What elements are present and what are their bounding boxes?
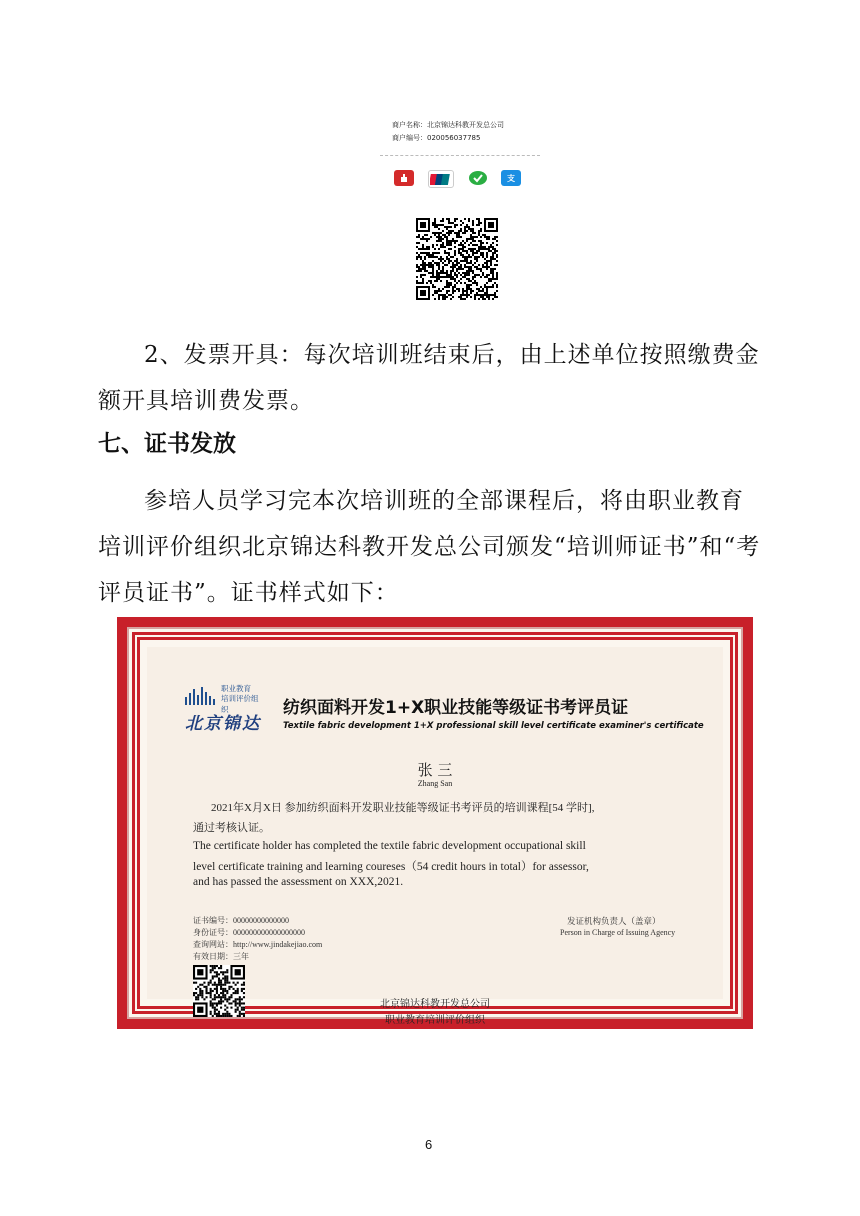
merchant-name: 商户名称：北京锦达科教开发总公司 [392, 121, 504, 129]
certificate-title-en: Textile fabric development 1+X professional skill level certificate examiner's certificate [283, 721, 704, 731]
payment-qr-code [416, 218, 498, 300]
certificate-paragraph: 参培人员学习完本次培训班的全部课程后，将由职业教育培训评价组织北京锦达科教开发总公司颁发“培训师证书”和“考评员证书”。证书样式如下： [98, 488, 761, 606]
org-logo [185, 679, 265, 739]
holder-name-en: Zhang San [417, 779, 453, 788]
validity-period: 有效日期：三年 [193, 952, 249, 961]
org-name-1: 北京锦达科教开发总公司 [380, 999, 490, 1010]
bank-app-icon [394, 170, 414, 186]
wechat-pay-icon [468, 170, 488, 186]
alipay-icon: 支 [501, 170, 521, 186]
certificate-title-cn: 纺织面料开发1+X职业技能等级证书考评员证 [283, 698, 629, 718]
unionpay-icon [428, 170, 454, 188]
body-en-line2: level certificate training and learning coureses（54 credit hours in total）for assessor, [193, 861, 589, 873]
logo-brand: 北京锦达 [185, 714, 261, 734]
cert-number: 证书编号：00000000000000 [193, 916, 289, 925]
merchant-number: 商户编号：020056037785 [392, 134, 481, 142]
issuer-label-en: Person in Charge of Issuing Agency [560, 928, 676, 937]
query-website: 查询网站：http://www.jindakejiao.com [193, 940, 323, 949]
page-number: 6 [425, 1137, 433, 1152]
divider [380, 155, 540, 156]
section-heading: 七、证书发放 [98, 431, 236, 457]
logo-text-1: 职业教育 [221, 684, 251, 693]
body-cn-line1: 2021年X月X日 参加纺织面料开发职业技能等级证书考评员的培训课程[54 学时], [211, 802, 595, 814]
id-number: 身份证号：000000000000000000 [193, 928, 305, 937]
invoice-paragraph: 2、发票开具：每次培训班结束后，由上述单位按照缴费金额开具培训费发票。 [98, 342, 760, 414]
holder-name-cn: 张 三 [417, 761, 453, 779]
certificate-image [117, 617, 753, 1029]
body-en-line3: and has passed the assessment on XXX,2021. [193, 876, 404, 888]
issuer-label-cn: 发证机构负责人（盖章） [567, 916, 661, 926]
body-cn-line2: 通过考核认证。 [193, 822, 270, 834]
body-en-line1: The certificate holder has completed the textile fabric development occupational skill [193, 840, 586, 852]
logo-text-2: 培训评价组织 [221, 694, 259, 714]
org-name-2: 职业教育培训评价组织 [385, 1015, 485, 1026]
